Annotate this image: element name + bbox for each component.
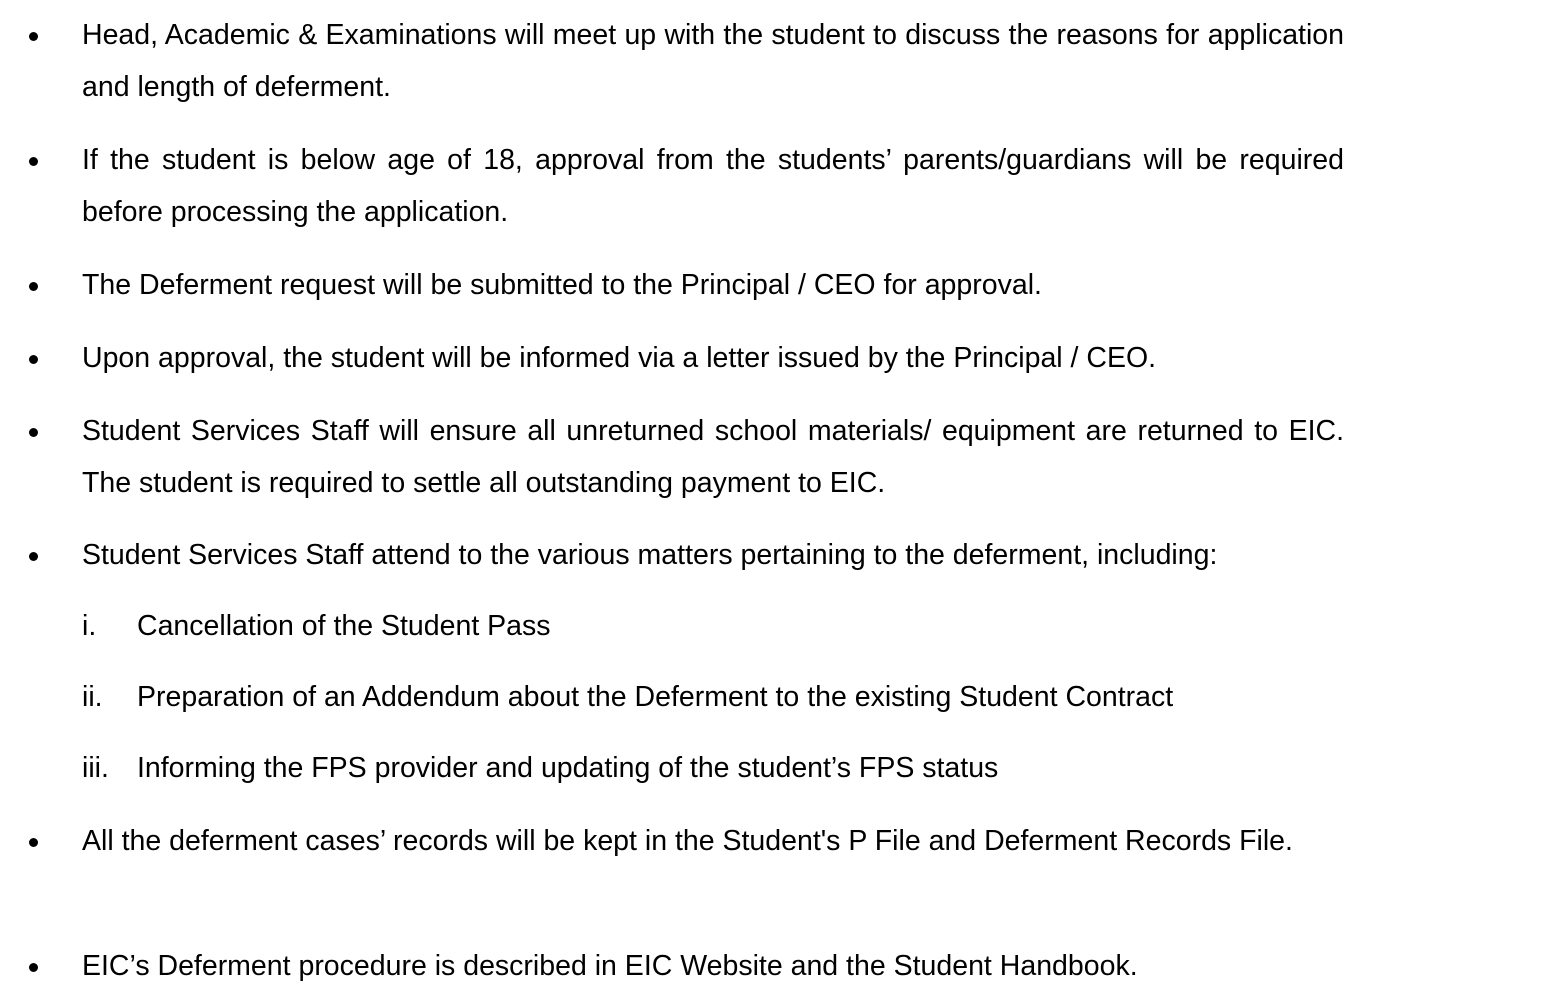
bullet-dot-icon [29, 428, 38, 437]
bullet-text: The Deferment request will be submitted to the Principal / CEO for approval. [82, 269, 1042, 301]
sub-list-text: Informing the FPS provider and updating of the student’s FPS status [137, 752, 999, 784]
sub-list-marker: ii. [82, 681, 103, 713]
bullet-text: Head, Academic & Examinations will meet up with the student to discuss the reasons for application and length of deferment. [82, 19, 1344, 103]
bullet-dot-icon [29, 838, 38, 847]
sub-list-marker: i. [82, 610, 97, 642]
bullet-dot-icon [29, 157, 38, 166]
bullet-text: All the deferment cases’ records will be kept in the Student's P File and Deferment Records File. [82, 825, 1293, 857]
bullet-text: Student Services Staff will ensure all unreturned school materials/ equipment are returned to EIC. The student is required to settle all outstanding payment to EIC. [82, 415, 1344, 499]
bullet-dot-icon [29, 552, 38, 561]
bullet-text: Student Services Staff attend to the various matters pertaining to the deferment, including: [82, 539, 1218, 571]
bullet-dot-icon [29, 963, 38, 972]
sub-list-marker: iii. [82, 752, 109, 784]
bullet-dot-icon [29, 282, 38, 291]
bullet-text: Upon approval, the student will be informed via a letter issued by the Principal / CEO. [82, 342, 1157, 374]
bullet-text: If the student is below age of 18, approval from the students’ parents/guardians will be required before processing the application. [82, 144, 1344, 228]
sub-list-text: Cancellation of the Student Pass [137, 610, 551, 642]
bullet-text: EIC’s Deferment procedure is described in EIC Website and the Student Handbook. [82, 950, 1138, 982]
bullet-dot-icon [29, 355, 38, 364]
bullet-dot-icon [29, 32, 38, 41]
sub-list-text: Preparation of an Addendum about the Deferment to the existing Student Contract [137, 681, 1174, 713]
